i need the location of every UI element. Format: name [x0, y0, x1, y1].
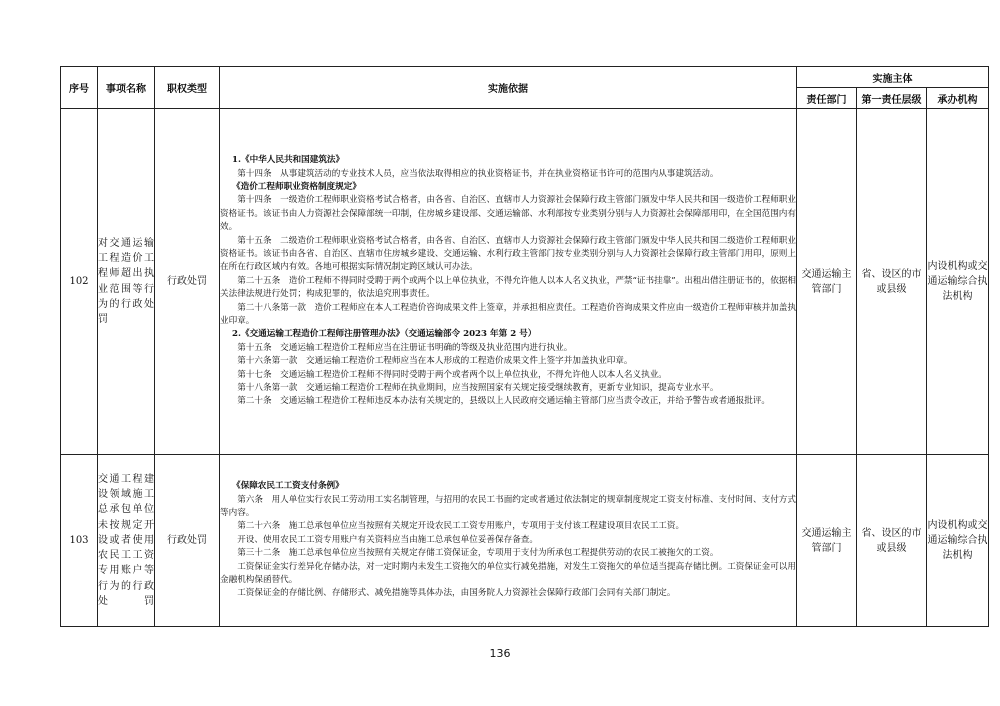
basis-article: 第二十条 交通运输工程造价工程师违反本办法有关规定的，县级以上人民政府交通运输主管部门应当责令改正，并给予警告或者通报批评。 — [237, 396, 771, 407]
basis-article: 工资保证金实行差异化存储办法，对一定时期内未发生工资拖欠的单位实行减免措施，对发生工资拖欠的单位适当提高存储比例。工资保证金可以用金融机构保函替代。 — [220, 561, 796, 586]
table-row — [61, 455, 989, 627]
header-subject: 实施主体 — [797, 67, 989, 88]
row-agency: 内设机构或交通运输综合执法机构 — [927, 455, 989, 627]
row-power-type: 行政处罚 — [155, 455, 220, 627]
basis-article: 开设、使用农民工工资专用账户有关资料应当由施工总承包单位妥善保存备查。 — [237, 534, 538, 545]
row-item-name: 对交通运输工程造价工程师超出执业范围等行为的行政处罚 — [98, 109, 155, 455]
page-number: 136 — [489, 647, 511, 660]
row-basis — [220, 109, 797, 455]
row-power-type: 行政处罚 — [155, 109, 220, 455]
header-level: 第一责任层级 — [857, 88, 927, 109]
row-basis — [220, 455, 797, 627]
table-row — [61, 109, 989, 455]
row-seq: 102 — [61, 109, 98, 455]
header-power-type: 职权类型 — [155, 67, 220, 109]
basis-article: 第二十六条 施工总承包单位应当按照有关规定开设农民工工资专用账户，专项用于支付该工程建设项目农民工工资。 — [237, 521, 685, 532]
basis-law-title: 《保障农民工工资支付条例》 — [232, 481, 344, 492]
basis-law-title: 《造价工程师职业资格制度规定》 — [232, 181, 361, 192]
basis-article: 第十六条第一款 交通运输工程造价工程师应当在本人形成的工程造价成果文件上签字并加盖执业印章。 — [237, 356, 633, 367]
header-item-name: 事项名称 — [98, 67, 155, 109]
row-dept: 交通运输主管部门 — [797, 455, 857, 627]
basis-article: 第三十二条 施工总承包单位应当按照有关规定存储工资保证金，专项用于支付为所承包工程提供劳动的农民工被拖欠的工资。 — [237, 548, 719, 559]
row-agency: 内设机构或交通运输综合执法机构 — [927, 109, 989, 455]
header-basis: 实施依据 — [220, 67, 797, 109]
header-seq: 序号 — [61, 67, 98, 109]
basis-article: 第六条 用人单位实行农民工劳动用工实名制管理，与招用的农民工书面约定或者通过依法制定的规章制度规定工资支付标准、支付时间、支付方式等内容。 — [220, 494, 796, 518]
row-item-name: 交通工程建设领域施工总承包单位未按规定开设或者使用农民工工资专用账户等行为的行政处罚 — [98, 455, 155, 627]
basis-law-title: 1.《中华人民共和国建筑法》 — [232, 155, 345, 166]
basis-article: 第十五条 交通运输工程造价工程师应当在注册证书明确的等级及执业范围内进行执业。 — [237, 342, 573, 353]
row-seq: 103 — [61, 455, 98, 627]
row-level: 省、设区的市或县级 — [857, 455, 927, 627]
header-dept: 责任部门 — [797, 88, 857, 109]
basis-article: 第十五条 二级造价工程师职业资格考试合格者，由各省、自治区、直辖市人力资源社会保障行政主管部门颁发中华人民共和国二级造价工程师职业资格证书。该证书由各省、自治区、直辖市住房城乡建设、交通运输、水利行政主管部门按专业类别分别与人力资源社会保障行政主管部门用印，原则上在所在行政区域内有效。各地可根据实际情况制定跨区域认可办法。 — [220, 235, 796, 273]
row-dept: 交通运输主管部门 — [797, 109, 857, 455]
basis-article: 工资保证金的存储比例、存储形式、减免措施等具体办法，由国务院人力资源社会保障行政部门会同有关部门制定。 — [237, 588, 676, 599]
basis-article: 第二十五条 造价工程师不得同时受聘于两个或两个以上单位执业，不得允许他人以本人名义执业，严禁“证书挂靠”。出租出借注册证书的，依据相关法律法规进行处罚；构成犯罪的，依法追究刑事责任。 — [220, 275, 796, 300]
basis-article: 第十四条 从事建筑活动的专业技术人员，应当依法取得相应的执业资格证书，并在执业资格证书许可的范围内从事建筑活动。 — [237, 168, 719, 179]
basis-article: 第二十八条第一款 造价工程师应在本人工程造价咨询成果文件上签章，并承担相应责任。工程造价咨询成果文件应由一级造价工程师审核并加盖执业印章。 — [220, 302, 796, 327]
basis-article: 第十四条 一级造价工程师职业资格考试合格者，由各省、自治区、直辖市人力资源社会保障行政主管部门颁发中华人民共和国一级造价工程师职业资格证书。该证书由人力资源社会保障部统一印制，住房城乡建设部、交通运输部、水利部按专业类别分别与人力资源社会保障部用印，在全国范围内有效。 — [220, 195, 796, 233]
header-agency: 承办机构 — [927, 88, 989, 109]
basis-article: 第十七条 交通运输工程造价工程师不得同时受聘于两个或者两个以上单位执业，不得允许他人以本人名义执业。 — [237, 369, 667, 380]
basis-law-title: 2.《交通运输工程造价工程师注册管理办法》（交通运输部令 2023 年第 2 号） — [232, 329, 537, 340]
row-level: 省、设区的市或县级 — [857, 109, 927, 455]
basis-article: 第十八条第一款 交通运输工程造价工程师在执业期间，应当按照国家有关规定接受继续教育，更新专业知识，提高专业水平。 — [237, 383, 719, 394]
enforcement-table — [60, 66, 989, 627]
